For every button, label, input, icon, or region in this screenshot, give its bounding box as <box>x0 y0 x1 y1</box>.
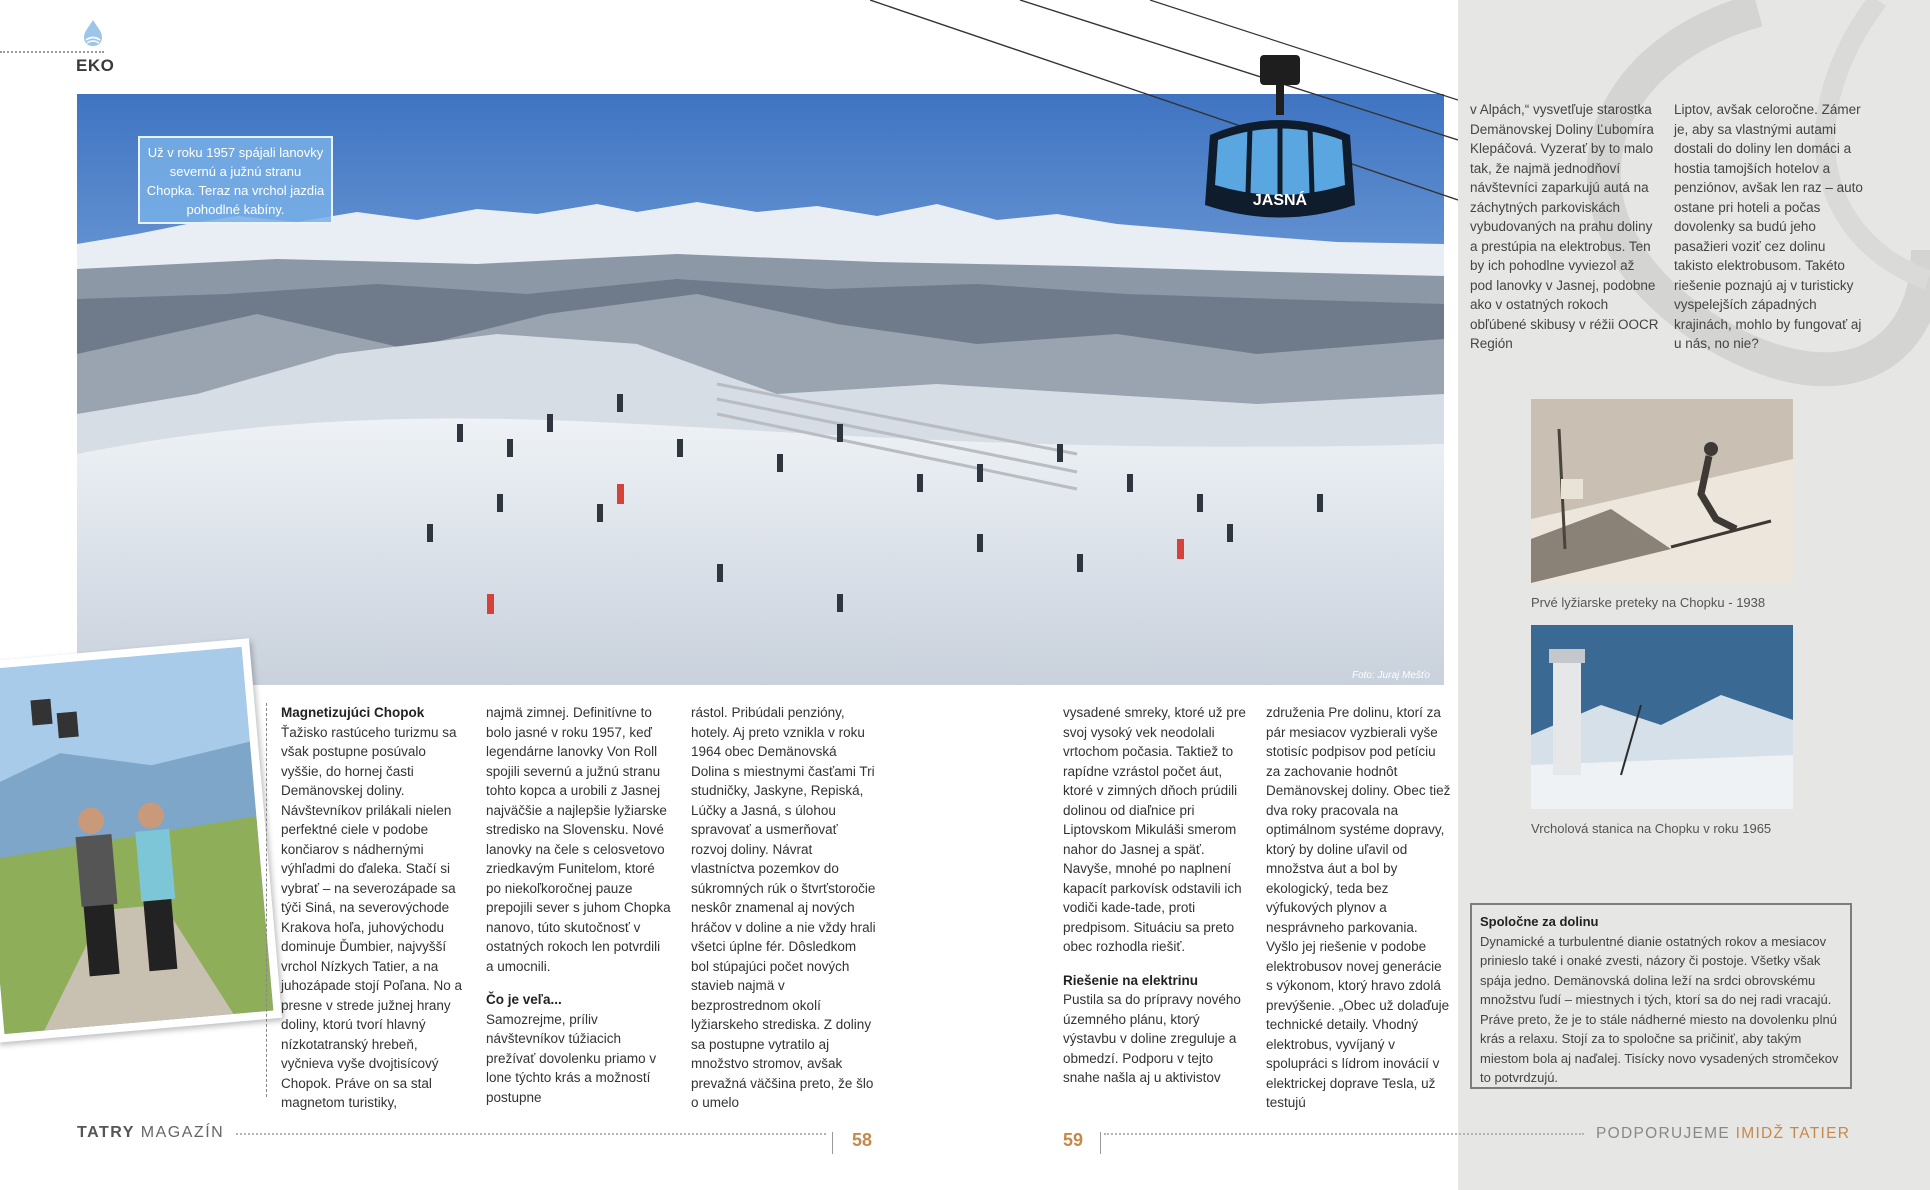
article-column-3 <box>691 703 876 1113</box>
subheading-riesenie-na-elektrinu: Riešenie na elektrinu <box>1063 972 1199 988</box>
footer-slogan-main: PODPORUJEME <box>1596 1125 1736 1142</box>
archive-photo-summit-station-1965 <box>1531 625 1793 809</box>
footer-slogan-accent: IMIDŽ TATIER <box>1735 1125 1851 1142</box>
photo-caption-1938: Prvé lyžiarske preteky na Chopku - 1938 <box>1531 595 1766 610</box>
info-box-title: Spoločne za dolinu <box>1480 914 1599 929</box>
gondola-logo: JASNÁ <box>1252 192 1308 209</box>
magazine-name-bold: TATRY <box>77 1124 135 1141</box>
hero-caption-box: Už v roku 1957 spájali lanovky severnú a južnú stranu Chopka. Teraz na vrchol jazdia pohodlné kabíny. <box>138 136 333 224</box>
info-box <box>1470 903 1852 1089</box>
magazine-name-rest: MAGAZÍN <box>134 1124 225 1141</box>
header-dotted-line <box>0 51 104 53</box>
footer-slogan <box>1596 1125 1850 1143</box>
footer-dotted-line-left <box>236 1133 826 1135</box>
column-text: združenia Pre dolinu, ktorí za pár mesiacov vyzbierali vyše stotisíc podpisov pod petíciu za zachovanie hodnôt Demänovskej doliny. Obec tiež dva roky pracovala na optimálnom systéme dopravy, ktorý by doline uľavil od množstva áut a bol by ekologický, teda bez výfukových plynov a nesprávneho parkovania. Vyšlo jej riešenie v podobe elektrobusov novej generácie s výkonom, ktorý hravo zdolá prevýšenie. „Obec už dolaďuje technické detaily. Vhodný elektrobus, vyvíjaný v spolupráci s lídrom inovácií v elektrickej doprave Tesla, už testujú <box>1266 705 1451 1110</box>
hikers-photo <box>0 638 282 1042</box>
column-text: Samozrejme, príliv návštevníkov túžiacich prežívať dovolenku priamo v lone týchto krás a možností postupne <box>486 1011 657 1105</box>
page-number-right: 59 <box>1063 1130 1084 1150</box>
page-number-rule <box>1100 1132 1101 1154</box>
section-label: EKO <box>76 56 115 75</box>
article-column-1 <box>281 703 466 1113</box>
info-box-text: Dynamické a turbulentné dianie ostatných rokov a mesiacov prinieslo také i onaké zvesti, názory či postoje. Všetky však spája jedno. Demänovská dolina leží na srdci obrovskému množstvu ľudí – miestnych i tých, ktorí sa do nej radi vracajú. Práve preto, že je to stále nádherné miesto na dovolenku plnú krás a relaxu. Stojí za to spoločne sa pričiniť, aby takým miestom bola aj naďalej. Tisícky novo vysadených stromčekov to potvrdzujú. <box>1480 933 1839 1085</box>
column-text: rástol. Pribúdali penzióny, hotely. Aj preto vznikla v roku 1964 obec Demänovská Dolina s miestnymi časťami Tri studničky, Jaskyne, Repiská, Lúčky a Jasná, s úlohou spravovať a usmerňovať rozvoj doliny. Návrat vlastníctva pozemkov do súkromných rúk o štvrťstoročie neskôr znamenal aj nových hráčov v doline a nie vždy hrali všetci úplne fér. Dôsledkom bol stúpajúci počet nových stavieb najmä v bezprostrednom okolí lyžiarskeho strediska. Z doliny sa postupne vytratilo aj množstvo stromov, avšak prevažná väčšina preto, že šlo o umelo <box>691 705 876 1110</box>
sidebar-column-b: Liptov, avšak celoročne. Zámer je, aby sa vlastnými autami dostali do doliny len domáci a hostia tamojších hotelov a penziónov, avšak len raz – auto ostane pri hoteli a počas dovolenky sa budú jeho pasažieri voziť cez dolinu takisto elektrobusom. Takéto riešenie poznajú aj v turisticky vyspelejších západných krajinách, mohlo by fungovať aj u nás, no nie? <box>1674 102 1863 351</box>
column-text: vysadené smreky, ktoré už pre svoj vysoký vek neodolali vrtochom počasia. Taktiež to rapídne vzrástol počet áut, ktoré v zimných dňoch prúdili dolinou od diaľnice pri Liptovskom Mikuláši smerom nahor do Jasnej a späť. Navyše, mnohé po naplnení kapacít parkovísk odstavili ich vodiči kade-tade, proti predpisom. Situáciu sa preto obec rozhodla riešiť. <box>1063 705 1246 954</box>
column-text: Pustila sa do prípravy nového územného plánu, ktorý výstavbu v doline zreguluje a obmedzí. Podporu v tejto snahe našla aj u aktivistov <box>1063 992 1241 1085</box>
water-drop-icon <box>80 18 106 48</box>
gondola-cabin-icon <box>1190 55 1370 235</box>
column-text: Ťažisko rastúceho turizmu sa však postupne posúvalo vyššie, do hornej časti Demänovskej doliny. Návštevníkov prilákali nielen perfektné ciele v podobe končiarov s nádhernými výhľadmi do ďaleka. Stačí si vybrať – na severozápade sa týči Siná, na severovýchode Krakova hoľa, juhovýchodu dominuje Ďumbier, najvyšší vrchol Nízkych Tatier, a na juhozápade stojí Poľana. No a presne v strede južnej hrany doliny, ktorú tvorí hlavný nízkotatranský hrebeň, vyčnieva vyše dvojtisícový Chopok. Práve on sa stal magnetom turistiky, <box>281 724 463 1110</box>
footer-dotted-line-right <box>1104 1133 1584 1135</box>
subheading-magnetizujuci-chopok: Magnetizujúci Chopok <box>281 705 425 720</box>
archive-photo-ski-race-1938 <box>1531 399 1793 583</box>
subheading-co-je-vela: Čo je veľa... <box>486 992 562 1007</box>
article-column-4 <box>1063 703 1248 1088</box>
sidebar-column-a: v Alpách,“ vysvetľuje starostka Demänovskej Doliny Ľubomíra Klepáčová. Vyzerať by to malo tak, že najmä jednodňoví návštevníci zaparkujú autá na záchytných parkoviskách vybudovaných na prahu doliny a prestúpia na elektrobus. Ten by ich pohodlne vyviezol až pod lanovky v Jasnej, podobne ako v ostatných rokoch obľúbené skibusy v réžii OOCR Región <box>1470 102 1659 351</box>
column-text: najmä zimnej. Definitívne to bolo jasné v roku 1957, keď legendárne lanovky Von Roll spojili severnú a južnú stranu tohto kopca a urobili z Jasnej najväčšie a najlepšie lyžiarske stredisko na Slovensku. Nové lanovky na čele s celosvetovo zriedkavým Funitelom, ktoré po niekoľkoročnej pauze prepojili sever s juhom Chopka nanovo, túto skutočnosť v ostatných rokoch len potvrdili a umocnili. <box>486 705 671 974</box>
page-number-left: 58 <box>852 1130 873 1150</box>
magazine-name <box>77 1124 224 1142</box>
photo-caption-1965: Vrcholová stanica na Chopku v roku 1965 <box>1531 821 1772 836</box>
article-column-5 <box>1266 703 1451 1113</box>
page-number-rule <box>832 1132 833 1154</box>
photo-credit: Foto: Juraj Mešťo <box>1351 670 1430 681</box>
article-column-2 <box>486 703 671 1107</box>
column-divider <box>266 703 267 1097</box>
